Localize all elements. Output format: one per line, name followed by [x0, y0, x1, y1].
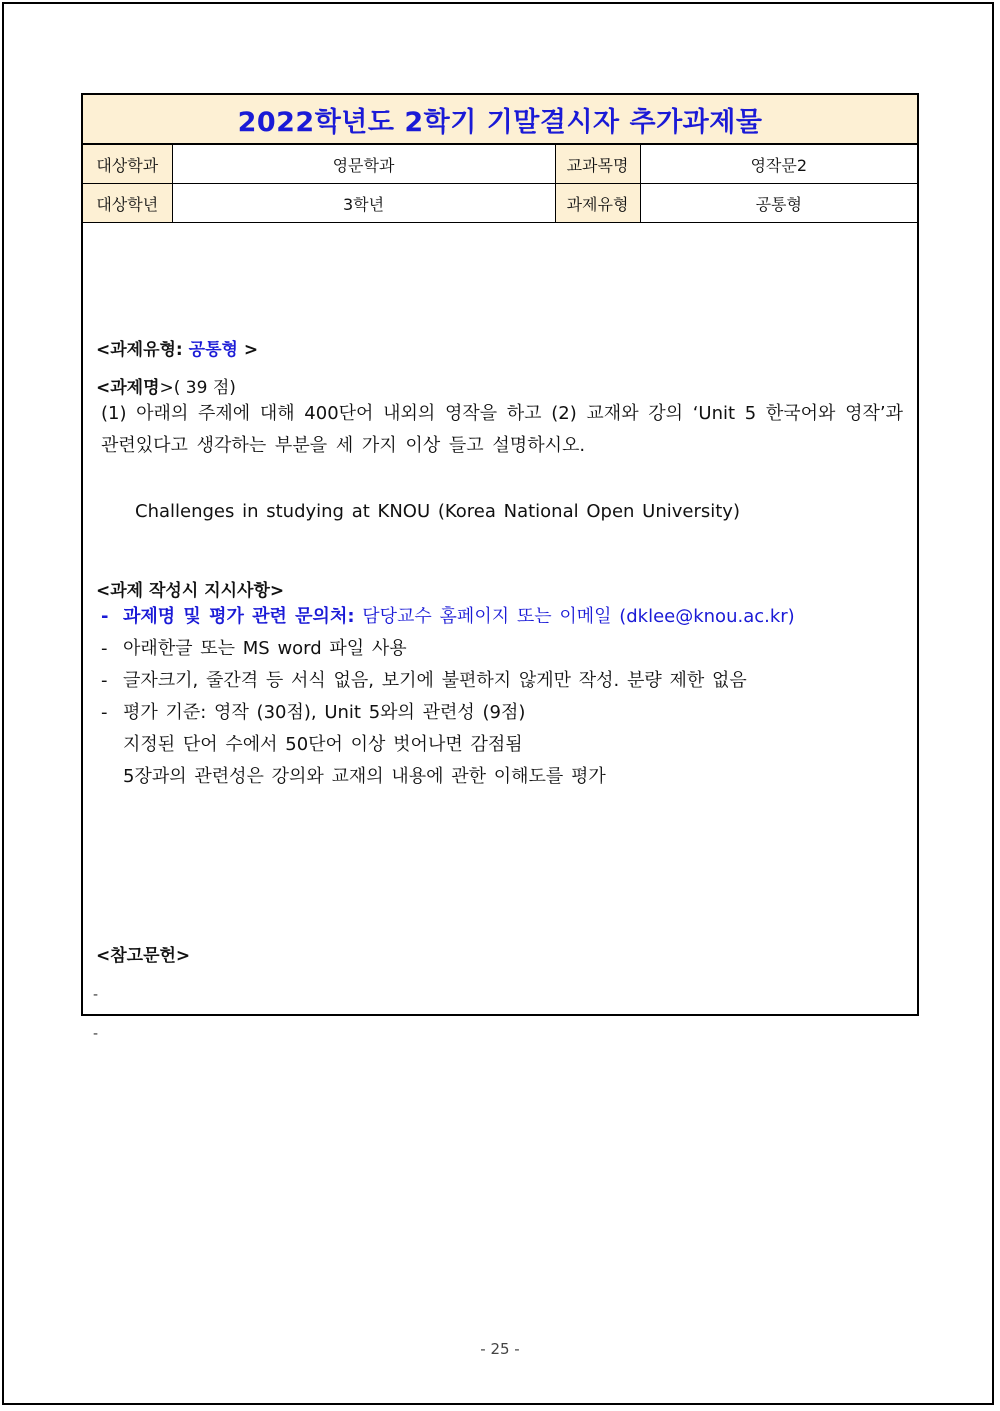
assignment-sheet — [81, 93, 919, 1042]
department-value: 영문학과 — [172, 145, 555, 184]
bullet-dash: - — [101, 670, 108, 691]
bullet-dash: - — [101, 606, 109, 627]
sheet-title: 2022학년도 2학기 기말결시자 추가과제물 — [83, 95, 917, 144]
instructions-list — [101, 601, 795, 793]
instruction-text: 글자크기, 줄간격 등 서식 없음, 보기에 불편하지 않게만 작성. 분량 제한 없음 — [123, 670, 747, 691]
instruction-subitem — [101, 761, 795, 793]
course-label: 교과목명 — [555, 145, 640, 184]
reference-item: - — [93, 987, 99, 1003]
grade-value: 3학년 — [172, 184, 555, 223]
reference-item: - — [93, 1026, 99, 1042]
instruction-item — [101, 665, 795, 697]
task-type-line — [96, 334, 258, 366]
course-value: 영작문2 — [640, 145, 917, 184]
assignment-type-label: 과제유형 — [555, 184, 640, 223]
instruction-item — [101, 601, 795, 633]
task-score: >( 39 점) — [159, 378, 236, 398]
page-number: - 25 - — [480, 1340, 520, 1358]
info-table — [83, 144, 917, 223]
grade-label: 대상학년 — [83, 184, 172, 223]
bullet-dash: - — [101, 702, 108, 723]
department-label: 대상학과 — [83, 145, 172, 184]
instruction-text: 아래한글 또는 MS word 파일 사용 — [123, 638, 407, 659]
instructions-heading: <과제 작성시 지시사항> — [96, 581, 285, 601]
task-type-value: 공통형 — [188, 340, 238, 360]
instruction-text: 평가 기준: 영작 (30점), Unit 5와의 관련성 (9점) — [123, 702, 526, 723]
task-name-label: <과제명 — [96, 378, 160, 398]
contact-label: 과제명 및 평가 관련 문의처: — [123, 606, 355, 627]
task-body: (1) 아래의 주제에 대해 400단어 내외의 영작을 하고 (2) 교재와 강의 ‘Unit 5 한국어와 영작’과 관련있다고 생각하는 부분을 세 가지 이상 들고 설명하시오. — [101, 403, 903, 456]
contact-value: 담당교수 홈페이지 또는 이메일 (dklee@knou.ac.kr) — [354, 606, 795, 627]
instruction-subitem — [101, 729, 795, 761]
instruction-subtext: 지정된 단어 수에서 50단어 이상 벗어나면 감점됨 — [123, 734, 523, 755]
instruction-subtext: 5장과의 관련성은 강의와 교재의 내용에 관한 이해도를 평가 — [123, 766, 606, 787]
assignment-type-value: 공통형 — [640, 184, 917, 223]
info-row-grade — [83, 184, 917, 223]
task-type-prefix: <과제유형: — [96, 340, 189, 360]
essay-topic: Challenges in studying at KNOU (Korea National Open University) — [135, 501, 740, 522]
task-type-suffix: > — [237, 340, 259, 360]
info-row-department — [83, 145, 917, 184]
instruction-item — [101, 633, 795, 665]
instruction-item — [101, 697, 795, 729]
bullet-dash: - — [101, 638, 108, 659]
references-heading: <참고문헌> — [96, 946, 191, 966]
